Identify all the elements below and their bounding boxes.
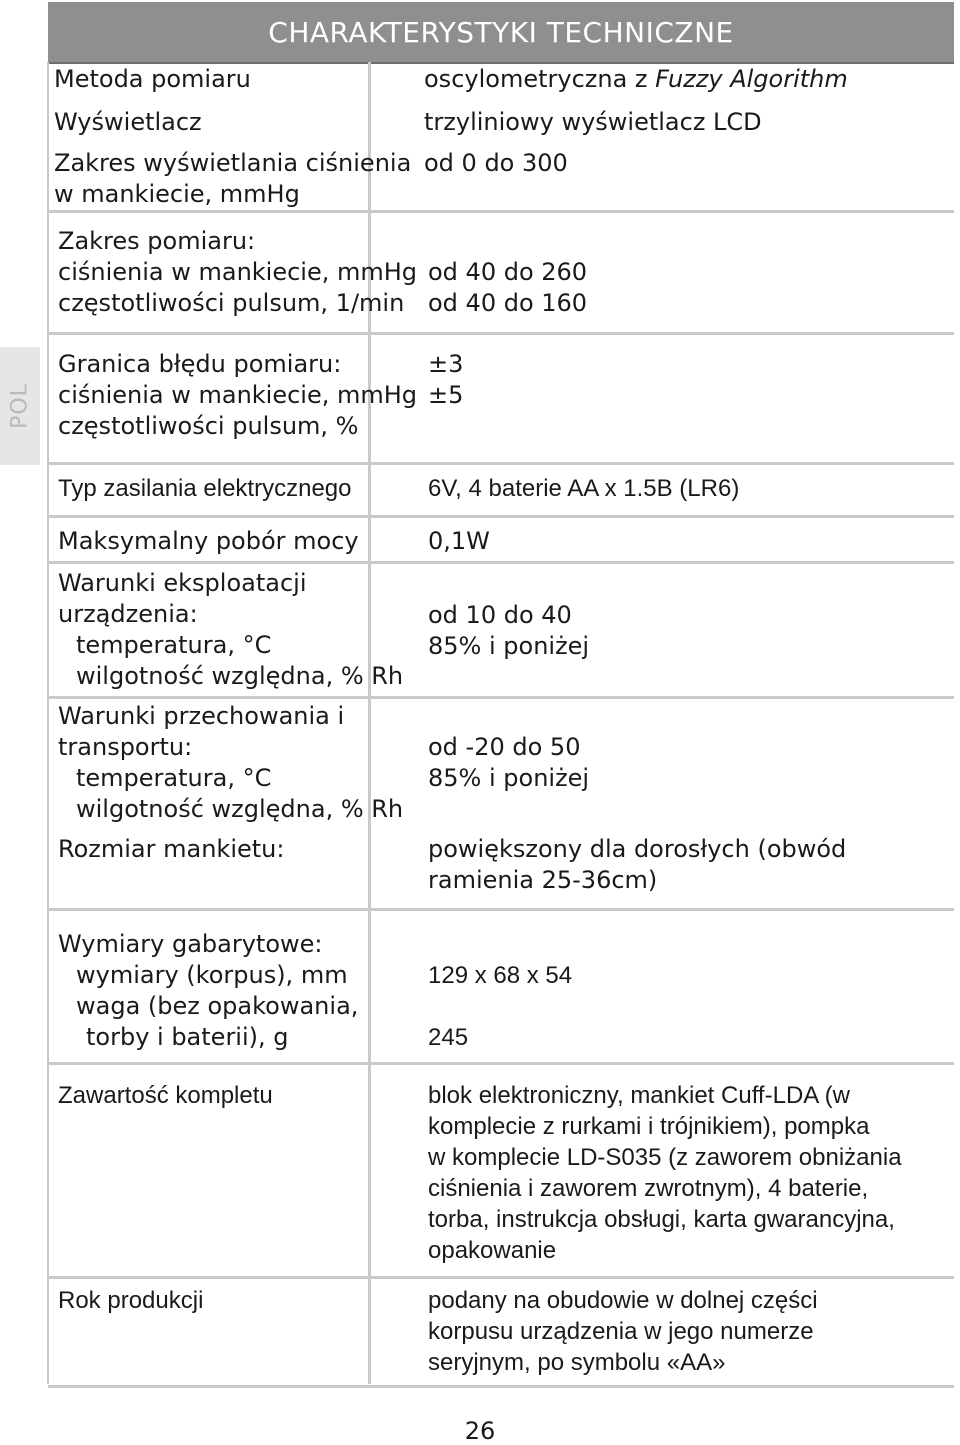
section-header (48, 2, 954, 64)
language-tab-label: POL (7, 383, 33, 429)
row-label: Wymiary gabarytowe: wymiary (korpus), mm waga (bez opakowania, torby i baterii), g (58, 930, 359, 1051)
row-label: Granica błędu pomiaru: ciśnienia w mankiecie, mmHg częstotliwości pulsum, % (58, 350, 418, 440)
table-row (48, 105, 954, 148)
row-label: Rok produkcji (58, 1287, 204, 1314)
table-row (48, 148, 954, 213)
table-row (48, 518, 954, 564)
row-label: Wyświetlacz (54, 108, 202, 136)
row-label: Maksymalny pobór mocy (58, 527, 359, 555)
row-value: 0,1W (428, 527, 490, 555)
row-value: 129 x 68 x 54 245 (428, 962, 573, 1051)
row-value: od -20 do 50 85% i poniżej (428, 733, 590, 792)
row-label: Rozmiar mankietu: (58, 835, 285, 863)
row-label: Zakres pomiaru: ciśnienia w mankiecie, mmHg częstotliwości pulsum, 1/min (58, 227, 418, 317)
table-row (48, 832, 954, 911)
spec-table (48, 62, 954, 1388)
row-label: Warunki eksploatacji urządzenia: temperatura, °C wilgotność względna, % Rh (58, 569, 404, 690)
row-value: 6V, 4 baterie AA x 1.5B (LR6) (428, 475, 740, 502)
row-value: trzyliniowy wyświetlacz LCD (424, 108, 762, 136)
row-value: od 0 do 300 (424, 149, 568, 177)
row-label: Warunki przechowania i transportu: temperatura, °C wilgotność względna, % Rh (58, 702, 404, 823)
table-row (48, 335, 954, 465)
table-row (48, 1065, 954, 1279)
language-tab (0, 347, 40, 465)
table-row (48, 699, 954, 832)
table-row (48, 911, 954, 1065)
row-value: ±3 ±5 (428, 350, 464, 409)
page-number: 26 (464, 1417, 496, 1445)
row-value: oscylometryczna z Fuzzy Algorithm (424, 65, 848, 93)
row-value: podany na obudowie w dolnej części korpusu urządzenia w jego numerze seryjnym, po symbolu «AA» (428, 1287, 818, 1376)
table-row (48, 1279, 954, 1388)
row-label: Zakres wyświetlania ciśnienia w mankiecie, mmHg (54, 149, 412, 208)
row-value: od 10 do 40 85% i poniżej (428, 601, 590, 660)
table-row (48, 62, 954, 105)
row-value: od 40 do 260 od 40 do 160 (428, 258, 588, 317)
row-value: blok elektroniczny, mankiet Cuff-LDA (w komplecie z rurkami i trójnikiem), pompka w komplecie LD-S035 (z zaworem obniżania ciśnienia i zaworem zwrotnym), 4 baterie, torba, instrukcja obsługi, karta gwarancyjna, opakowanie (428, 1082, 902, 1264)
table-row (48, 213, 954, 335)
section-title: CHARAKTERYSTYKI TECHNICZNE (268, 16, 734, 49)
row-value: powiększony dla dorosłych (obwód ramienia 25-36cm) (428, 835, 847, 894)
table-row (48, 465, 954, 518)
row-label: Zawartość kompletu (58, 1082, 273, 1109)
table-row (48, 564, 954, 699)
row-label: Typ zasilania elektrycznego (58, 475, 352, 502)
row-label: Metoda pomiaru (54, 65, 251, 93)
